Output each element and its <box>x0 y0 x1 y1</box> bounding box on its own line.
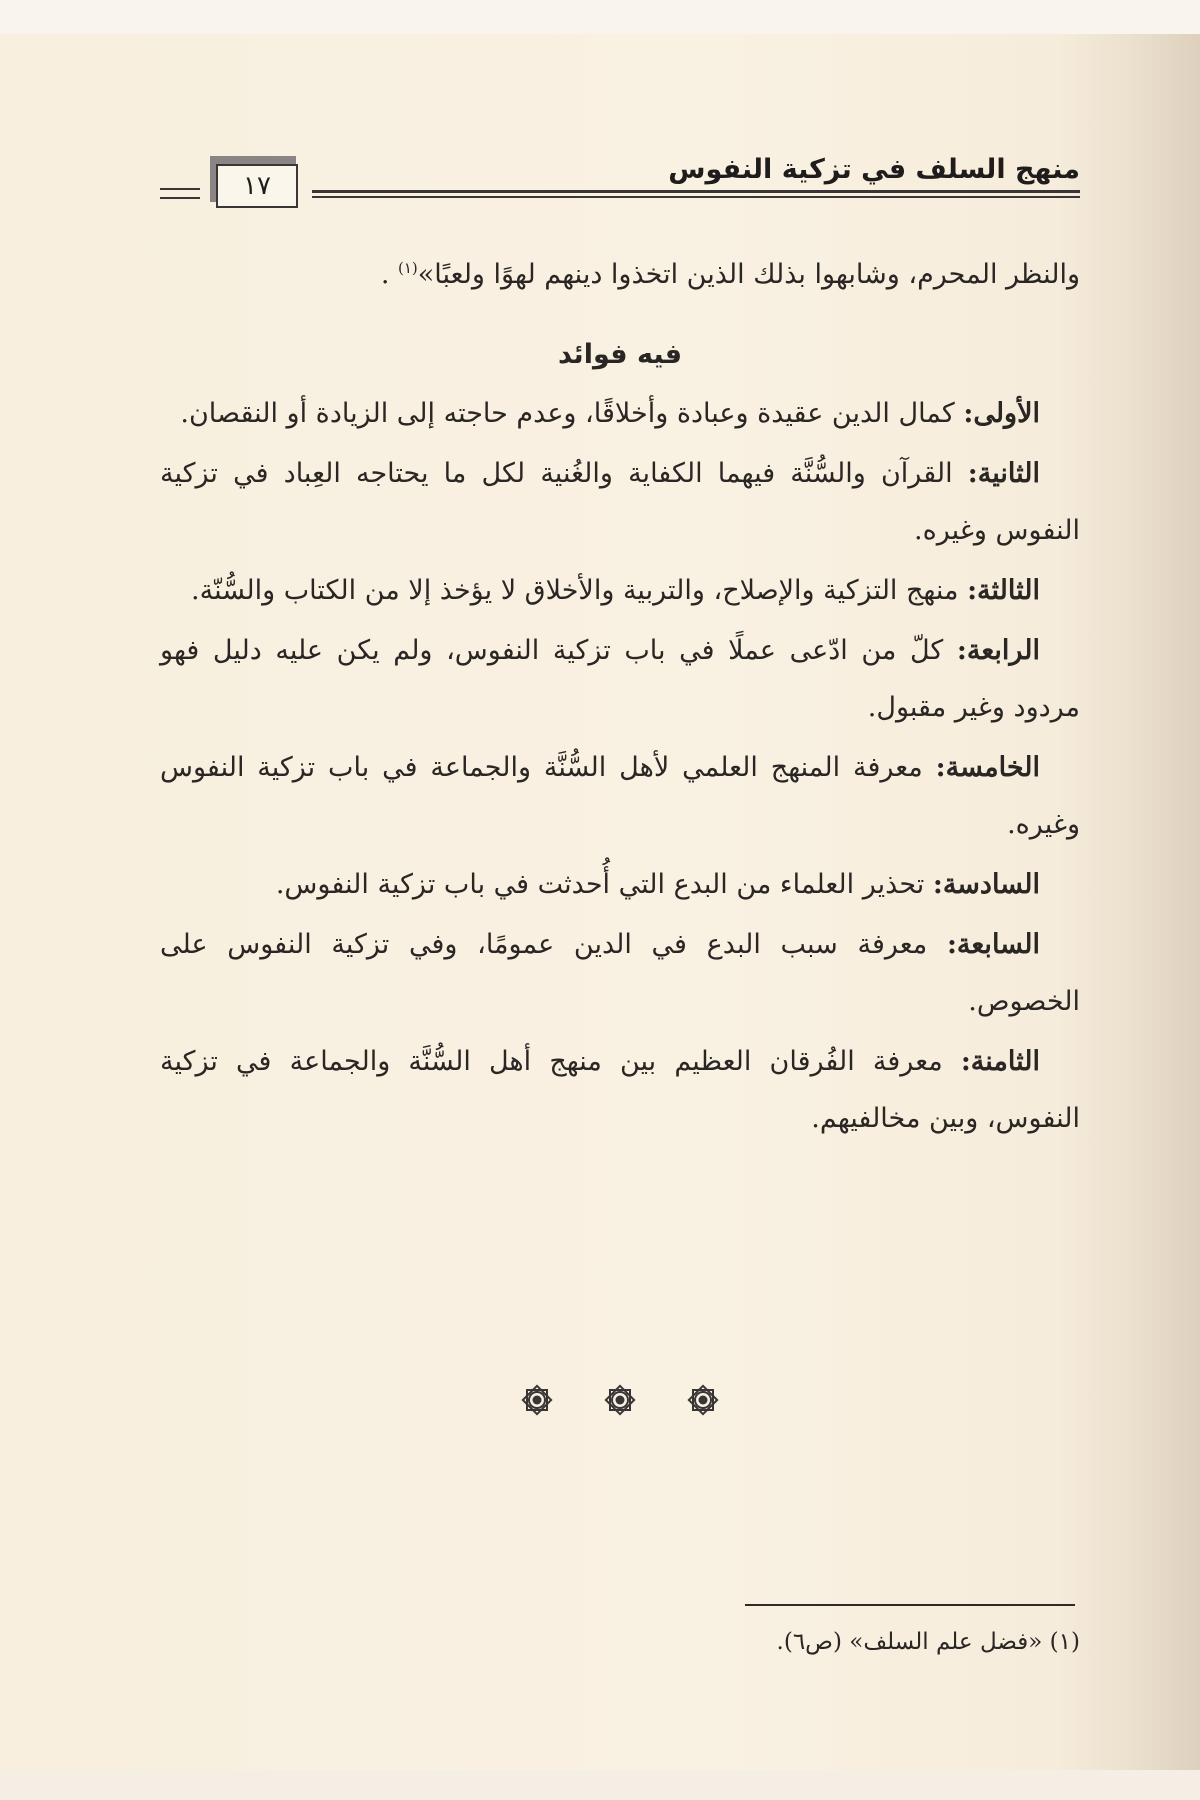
footnote-ref[interactable]: (١) <box>398 259 418 277</box>
running-title: منهج السلف في تزكية النفوس <box>668 154 1080 185</box>
header-rule-long <box>312 190 1080 197</box>
point-label: الثانية: <box>967 458 1040 489</box>
point-label: الخامسة: <box>935 752 1040 783</box>
benefit-point <box>160 856 1080 913</box>
page-top-margin <box>0 0 1200 34</box>
body-text <box>160 240 1080 1150</box>
benefit-point <box>160 385 1080 442</box>
octagram-rosette-icon <box>520 1383 554 1417</box>
footnote: (١) «فضل علم السلف» (ص٦). <box>776 1629 1080 1655</box>
octagram-rosette-icon <box>686 1383 720 1417</box>
point-text: معرفة الفُرقان العظيم بين منهج أهل السُّنَّة والجماعة في تزكية النفوس، وبين مخالفيهم. <box>160 1046 1080 1134</box>
section-heading: فيه فوائد <box>557 339 683 370</box>
point-text: معرفة المنهج العلمي لأهل السُّنَّة والجماعة في باب تزكية النفوس وغيره. <box>160 752 1080 840</box>
point-label: الثامنة: <box>960 1046 1040 1077</box>
intro-end: . <box>380 259 398 290</box>
point-label: السابعة: <box>946 929 1040 960</box>
intro-text: والنظر المحرم، وشابهوا بذلك الذين اتخذوا دينهم لهوًا ولعبًا» <box>417 259 1080 290</box>
benefit-point <box>160 622 1080 736</box>
point-text: منهج التزكية والإصلاح، والتربية والأخلاق لا يؤخذ إلا من الكتاب والسُّنّة. <box>191 575 968 606</box>
benefit-point <box>160 445 1080 559</box>
point-label: السادسة: <box>932 869 1040 900</box>
footnote-separator <box>745 1604 1075 1606</box>
header-rule-short <box>160 188 200 199</box>
point-label: الأولى: <box>963 398 1040 429</box>
page-number-frame-front <box>216 164 298 208</box>
point-label: الثالثة: <box>967 575 1040 606</box>
benefit-point <box>160 1033 1080 1147</box>
page-number-frame <box>206 156 302 208</box>
point-text: كلّ من ادّعى عملًا في باب تزكية النفوس، ولم يكن عليه دليل فهو مردود وغير مقبول. <box>160 635 1080 723</box>
point-text: القرآن والسُّنَّة فيهما الكفاية والغُنية لكل ما يحتاجه العِباد في تزكية النفوس وغيره. <box>160 458 1080 546</box>
intro-paragraph <box>160 240 1080 303</box>
page-header <box>160 150 1080 210</box>
section-end-ornaments <box>520 1380 720 1420</box>
octagram-rosette-icon <box>603 1383 637 1417</box>
benefit-point <box>160 739 1080 853</box>
point-text: معرفة سبب البدع في الدين عمومًا، وفي تزكية النفوس على الخصوص. <box>160 929 1080 1017</box>
point-text: كمال الدين عقيدة وعبادة وأخلاقًا، وعدم حاجته إلى الزيادة أو النقصان. <box>180 398 964 429</box>
benefit-point <box>160 562 1080 619</box>
page-number: ١٧ <box>243 171 271 201</box>
point-text: تحذير العلماء من البدع التي أُحدثت في باب تزكية النفوس. <box>275 869 933 900</box>
benefit-point <box>160 916 1080 1030</box>
point-label: الرابعة: <box>956 635 1040 666</box>
page-bottom-margin <box>0 1770 1200 1800</box>
